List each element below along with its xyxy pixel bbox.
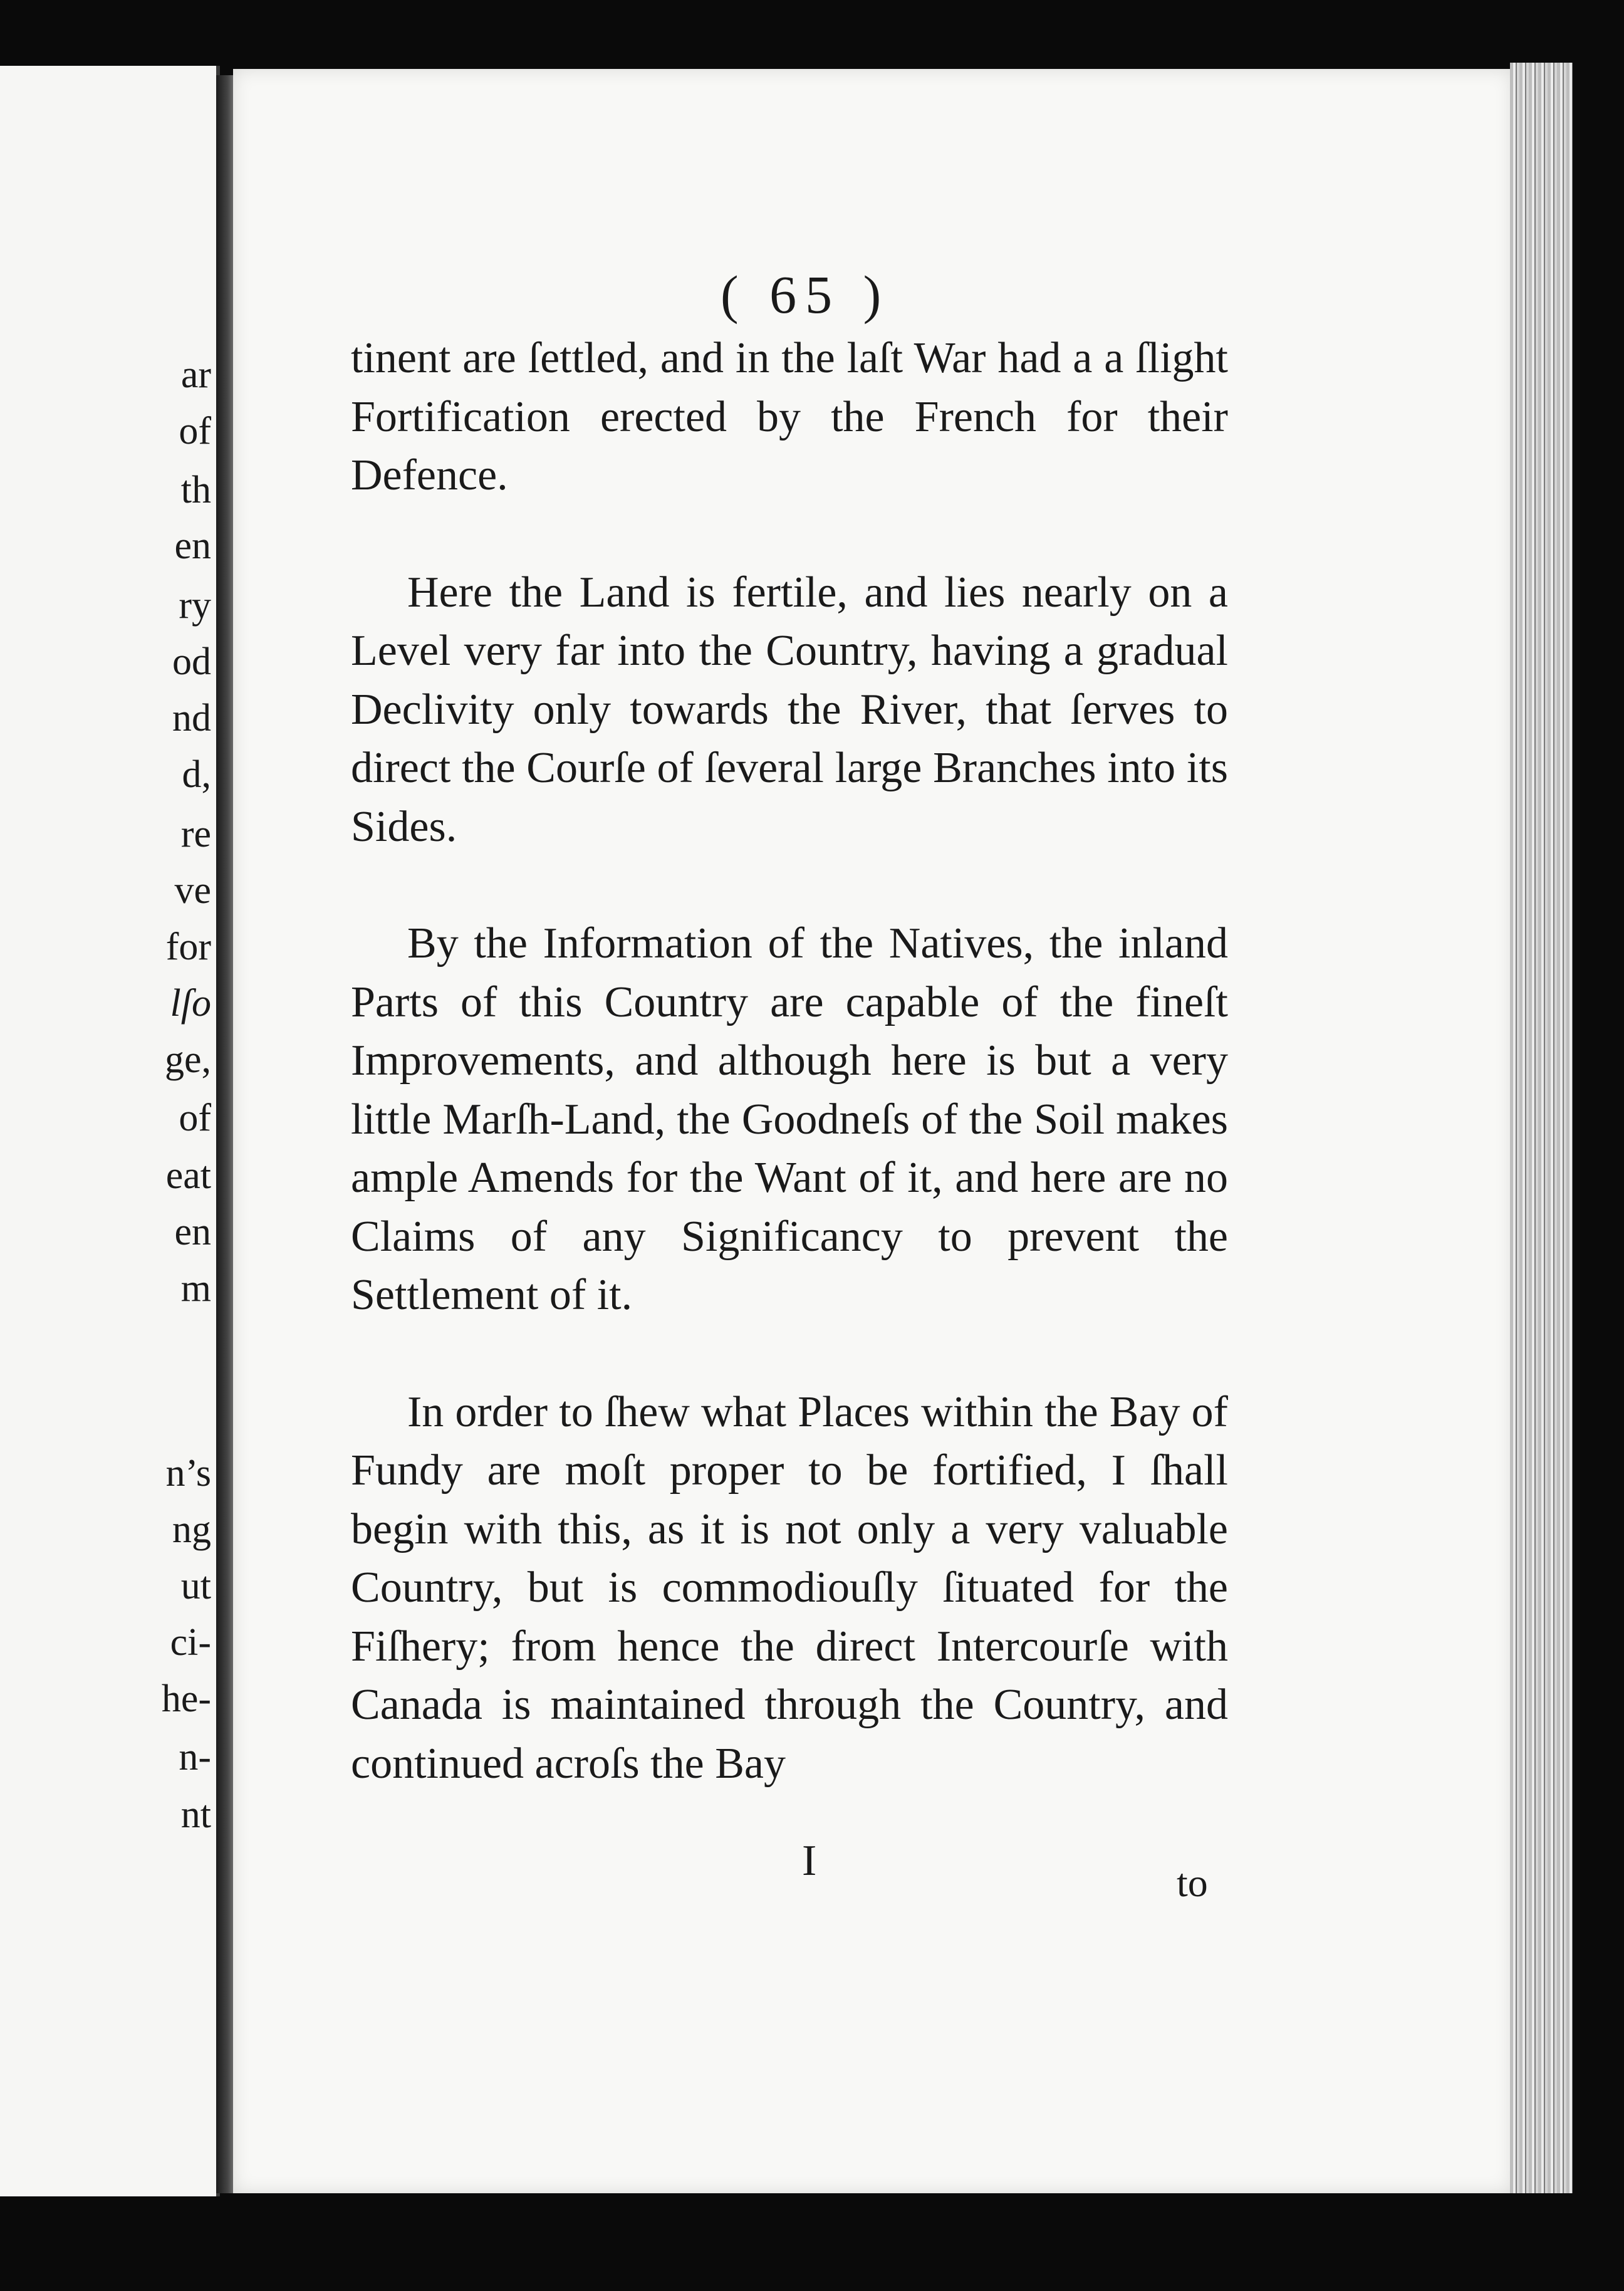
paragraph-4: In order to ſhew what Places within the Bay of Fundy are moſt proper to be fortified, I ſhall begin with this, as it is not only a very valuable Country, but is commodiouſly ſituated for the Fiſhery; from hence the direct Intercourſe with Canada is maintained through the Country, and continued acroſs the Bay (351, 1387, 1228, 1788)
left-fragment: ar (180, 353, 211, 396)
left-fragment: en (174, 1211, 211, 1253)
left-fragment: eat (165, 1154, 211, 1197)
left-fragment: for (165, 926, 211, 968)
body-text (351, 329, 1228, 1793)
left-fragment: nt (180, 1793, 211, 1836)
page-edges (1510, 63, 1573, 2193)
left-fragment: re (180, 813, 211, 855)
page-number: ( 65 ) (721, 264, 890, 325)
left-fragment: lſo (170, 982, 211, 1025)
left-fragment: n’s (165, 1452, 211, 1495)
paragraph-3: By the Information of the Natives, the inland Parts of this Country are capable of the fineſt Improvements, and although here is but a very little Marſh-Land, the Goodneſs of the Soil makes ample Amends for the Want of it, and here are no Claims of any Significancy to prevent the Settlement of it. (351, 919, 1228, 1319)
left-fragment: m (180, 1267, 211, 1310)
left-fragment: ve (174, 869, 211, 912)
left-fragment: en (174, 524, 211, 567)
left-fragment: of (179, 1097, 211, 1139)
left-fragment: ry (179, 584, 211, 627)
left-fragment: th (180, 469, 211, 511)
left-fragment: ci- (170, 1621, 211, 1664)
book-gutter (216, 75, 235, 2193)
left-fragment: ut (180, 1565, 211, 1607)
paragraph-2: Here the Land is fertile, and lies nearly on a Level very far into the Country, having a gradual Declivity only towards the River, that ſerves to direct the Courſe of ſeveral large Branches into its Sides. (351, 568, 1228, 851)
left-fragment: od (172, 640, 211, 683)
paragraph-1: tinent are ſettled, and in the laſt War had a a ſlight Fortification erected by the French for their Defence. (351, 334, 1228, 499)
catchword: to (1177, 1860, 1208, 1905)
left-fragment: ge, (164, 1038, 211, 1081)
left-fragment: ng (172, 1508, 211, 1551)
left-fragment: he- (161, 1678, 211, 1720)
left-fragment: d, (182, 753, 211, 796)
left-page (0, 66, 220, 2196)
left-fragment: of (179, 410, 211, 452)
signature-mark: I (802, 1837, 817, 1885)
left-fragment: nd (172, 697, 211, 739)
left-fragment: n- (179, 1736, 211, 1778)
left-page-text-fragments (0, 66, 216, 2196)
